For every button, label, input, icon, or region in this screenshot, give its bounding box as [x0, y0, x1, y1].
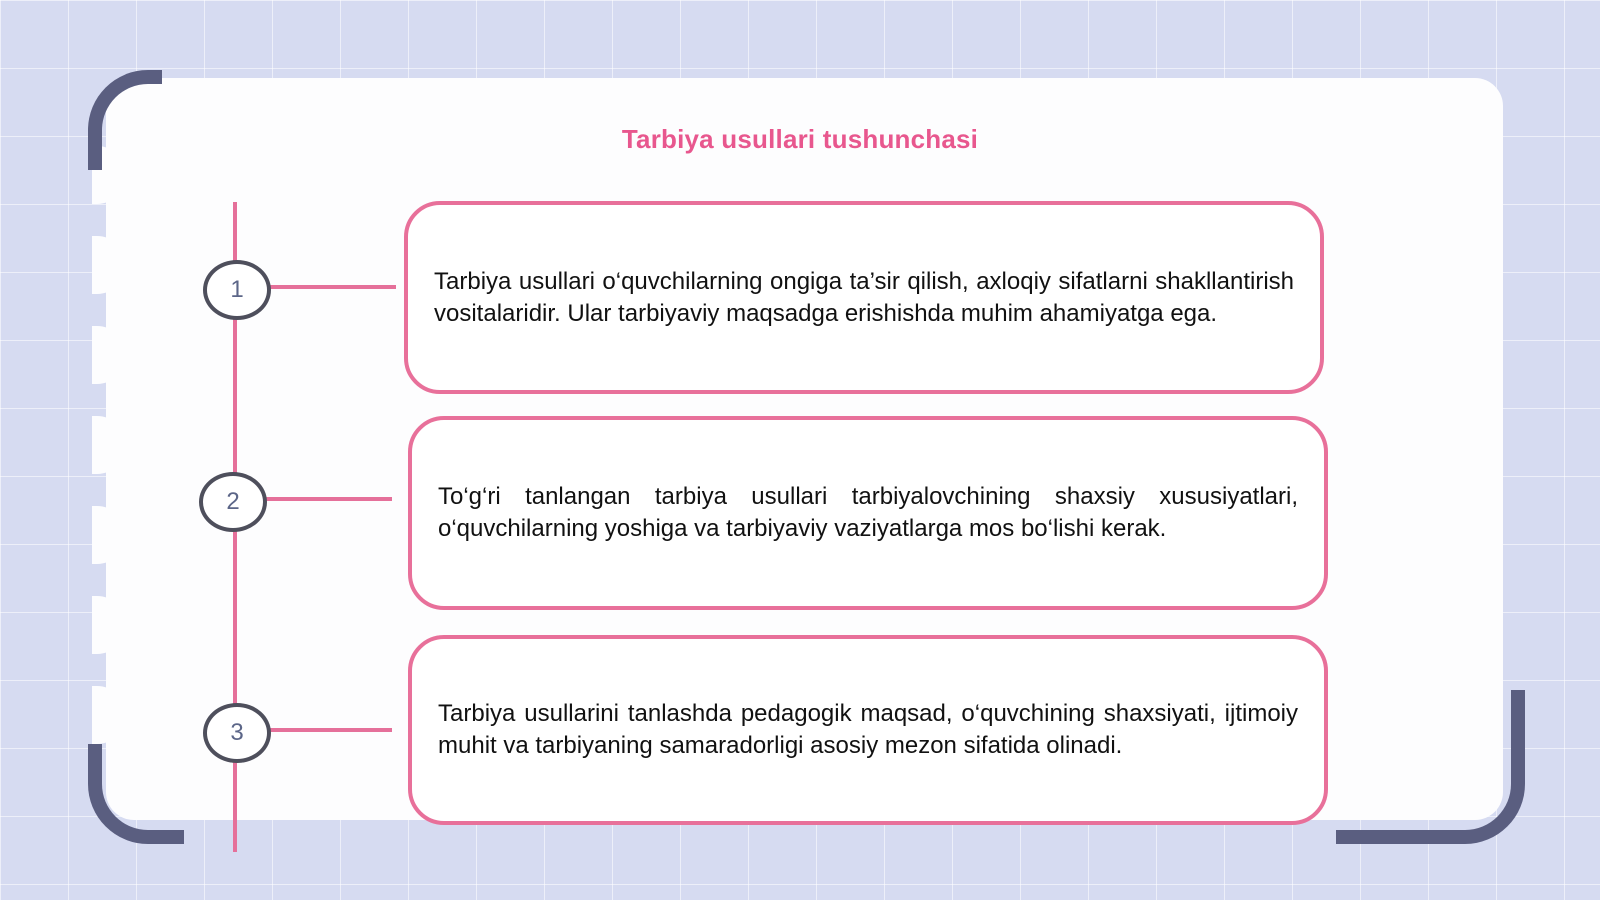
slide-title: Tarbiya usullari tushunchasi	[621, 124, 979, 154]
step-card-1	[404, 201, 1324, 394]
step-number-2: 2	[199, 472, 267, 532]
step-text-2: To‘g‘ri tanlangan tarbiya usullari tarbiyalovchining shaxsiy xususiyatlari, o‘quvchilarning yoshiga va tarbiyaviy vaziyatlarga mos bo‘lishi kerak.	[438, 483, 1298, 542]
frame-corner-top-left	[88, 70, 162, 170]
timeline-connector	[268, 285, 396, 289]
step-text-3: Tarbiya usullarini tanlashda pedagogik maqsad, o‘quvchining shaxsiyati, ijtimoiy muhit va tarbiyaning samaradorligi asosiy mezon sifatida olinadi.	[438, 700, 1298, 759]
timeline-connector	[268, 728, 392, 732]
step-number-3: 3	[203, 703, 271, 763]
step-card-3	[408, 635, 1328, 825]
frame-corner-bottom-right	[1336, 690, 1525, 844]
timeline-connector	[264, 497, 392, 501]
step-text-1: Tarbiya usullari o‘quvchilarning ongiga ta’sir qilish, axloqiy sifatlarni shakllantirish vositalaridir. Ular tarbiyaviy maqsadga erishishda muhim ahamiyatga ega.	[434, 267, 1294, 327]
step-card-2	[408, 416, 1328, 610]
step-number-1: 1	[203, 260, 271, 320]
frame-corner-bottom-left	[88, 744, 184, 844]
